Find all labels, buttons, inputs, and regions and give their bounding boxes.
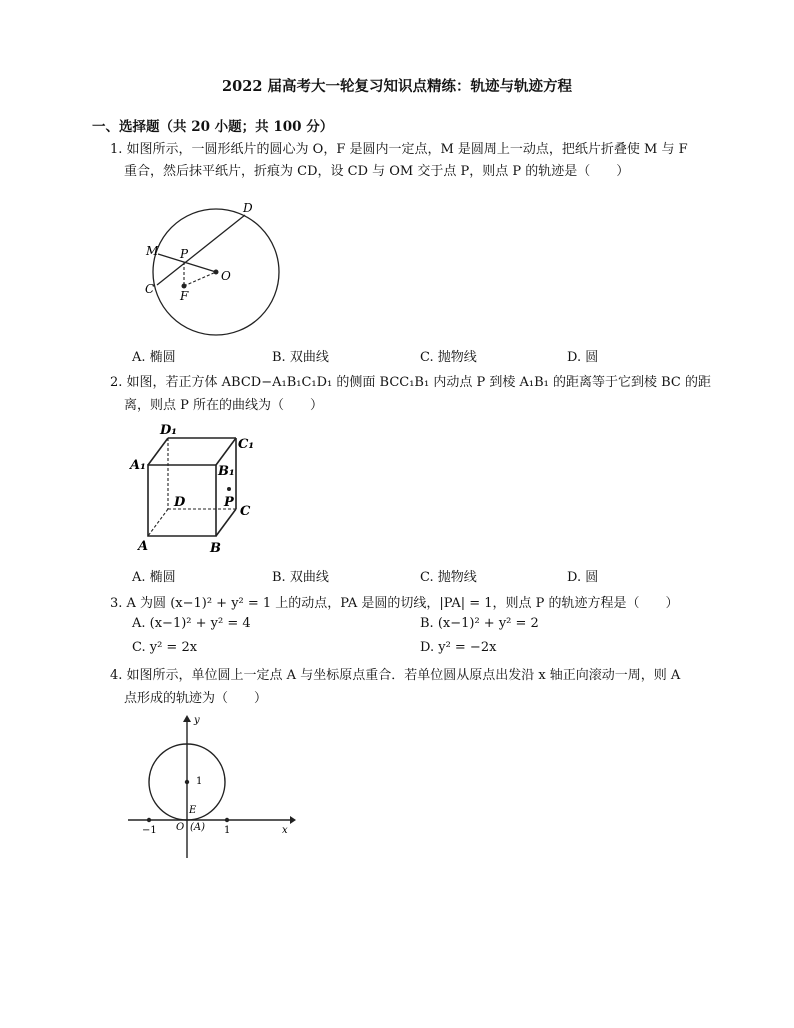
q4-text-line2: 点形成的轨迹为（ ） [124,691,268,706]
q2-label-a1: A₁ [130,458,146,473]
q2-label-p: P [224,495,234,510]
q2-option-c: C. 抛物线 [420,570,477,585]
q2-label-d1: D₁ [160,423,177,438]
q1-label-d: D [243,201,253,215]
q4-label-y: y [194,715,200,726]
q2-option-a: A. 椭圆 [132,570,176,585]
q2-label-c: C [240,504,251,519]
q4-center-point [185,780,189,784]
q1-crease-cd [157,215,245,285]
q1-label-o: O [221,269,231,283]
q3-option-c: C. y² = 2x [132,640,198,655]
q2-label-b1: B₁ [218,464,235,479]
q3-option-a: A. (x−1)² + y² = 4 [132,616,251,631]
q1-point-f [182,284,187,289]
q4-y-arrow [183,715,191,722]
q1-label-p: P [180,247,189,261]
q4-label-o: O [176,822,185,833]
q4-text-line1: 4. 如图所示，单位圆上一定点 A 与坐标原点重合．若单位圆从原点出发沿 x 轴正向滚动一周，则 A [110,668,681,683]
q1-dash-fo [184,272,216,286]
q2-option-d: D. 圆 [567,570,599,585]
q2-label-a: A [138,539,149,554]
q2-text-line1: 2. 如图，若正方体 ABCD−A₁B₁C₁D₁ 的侧面 BCC₁B₁ 内动点 P 到棱 A₁B₁ 的距离等于它到棱 BC 的距 [110,375,711,390]
q4-figure-unit-circle [122,712,297,862]
q4-point-minus1 [147,818,151,822]
q2-text-line2: 离，则点 P 所在的曲线为（ ） [124,398,324,413]
q4-label-x: x [282,825,288,836]
q1-label-c: C [145,282,155,296]
q1-text-line1: 1. 如图所示，一圆形纸片的圆心为 O，F 是圆内一定点，M 是圆周上一动点，把纸片折叠使 M 与 F [110,142,688,157]
q3-text-line1: 3. A 为圆 (x−1)² + y² = 1 上的动点，PA 是圆的切线，|PA| = 1，则点 P 的轨迹方程是（ ） [110,596,679,611]
q4-label-one-upper: 1 [196,776,203,787]
q1-text-line2: 重合，然后抹平纸片，折痕为 CD，设 CD 与 OM 交于点 P，则点 P 的轨迹是（ ） [124,164,630,179]
q1-option-d: D. 圆 [567,350,599,365]
q4-label-minus-one: −1 [142,825,157,836]
q2-label-c1: C₁ [238,437,255,452]
q2-edge-a1d1 [148,438,168,465]
q1-figure-circle [140,198,290,348]
q2-option-b: B. 双曲线 [272,570,329,585]
q2-point-p [227,487,231,491]
q4-label-one-right: 1 [224,825,231,836]
q2-figure-cube [128,418,268,560]
q1-label-m: M [146,244,159,258]
q2-edge-b1c1 [216,438,236,465]
q1-point-o [214,270,219,275]
q1-option-b: B. 双曲线 [272,350,329,365]
section-heading: 一、选择题（共 20 小题；共 100 分） [92,119,334,135]
q2-edge-bc [216,509,236,536]
page-title: 2022 届高考大一轮复习知识点精练：轨迹与轨迹方程 [222,78,572,95]
q2-edge-da [148,509,168,536]
q1-option-c: C. 抛物线 [420,350,477,365]
q1-label-f: F [180,289,189,303]
q4-x-arrow [290,816,296,824]
q2-label-b: B [210,541,221,556]
q2-label-d: D [174,495,186,510]
q4-point-1 [225,818,229,822]
q1-option-a: A. 椭圆 [132,350,176,365]
q4-label-a: (A) [190,822,206,833]
q3-option-b: B. (x−1)² + y² = 2 [420,616,539,631]
q3-option-d: D. y² = −2x [420,640,497,655]
q4-label-e: E [189,805,197,816]
